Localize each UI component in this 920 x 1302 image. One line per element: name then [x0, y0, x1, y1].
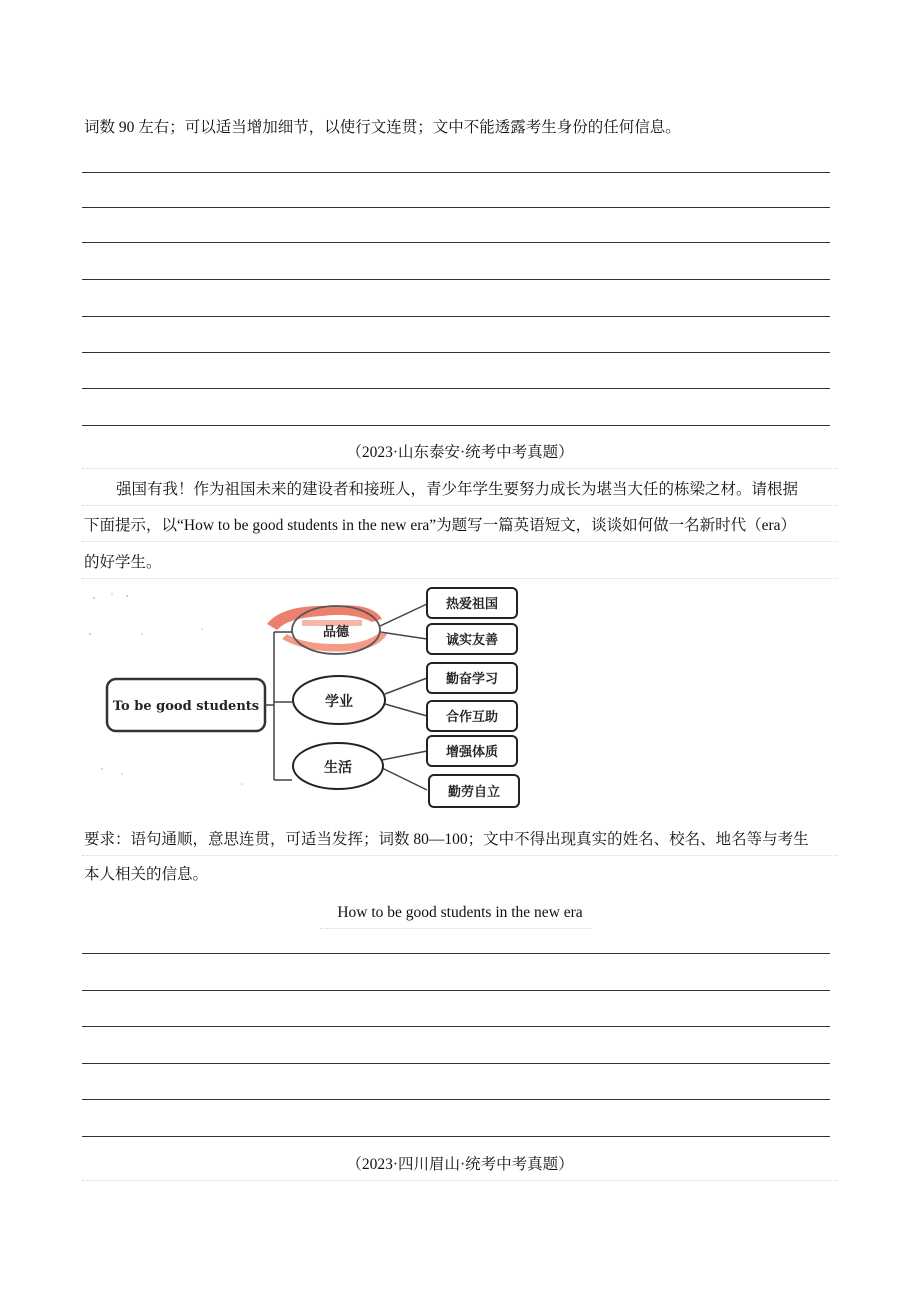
leaf-label: 勤劳自立: [447, 785, 501, 800]
dotted-separator: [82, 578, 838, 579]
answer-line[interactable]: [82, 1099, 830, 1100]
answer-line[interactable]: [82, 172, 830, 173]
answer-line[interactable]: [82, 1026, 830, 1027]
dotted-separator: [82, 468, 838, 469]
branch-label: 生活: [324, 760, 352, 776]
prompt-line-2: 下面提示，以“How to be good students in the new era”为题写一篇英语短文，谈谈如何做一名新时代（era）: [84, 517, 797, 534]
prompt-line-3: 的好学生。: [84, 554, 162, 571]
prompt-line-1: 强国有我！作为祖国未来的建设者和接班人，青少年学生要努力成长为堪当大任的栋梁之材。请根据: [116, 481, 799, 498]
branch-label: 品德: [322, 625, 350, 640]
root-node-label: To be good students: [112, 699, 260, 714]
dotted-separator: [82, 505, 838, 506]
answer-line[interactable]: [82, 207, 830, 208]
leaf-label: 合作互助: [445, 710, 499, 725]
dotted-separator: [82, 541, 838, 542]
requirement-top: 词数 90 左右；可以适当增加细节，以使行文连贯；文中不能透露考生身份的任何信息。: [84, 119, 681, 136]
leaf-label: 热爱祖国: [445, 597, 499, 612]
answer-line[interactable]: [82, 1063, 830, 1064]
branch-label: 学业: [325, 694, 353, 710]
answer-line[interactable]: [82, 388, 830, 389]
answer-line[interactable]: [82, 425, 830, 426]
leaf-label: 增强体质: [445, 745, 499, 760]
source-citation-2: （2023·四川眉山·统考中考真题）: [346, 1156, 574, 1173]
leaf-label: 勤奋学习: [445, 672, 499, 687]
source-citation-1: （2023·山东泰安·统考中考真题）: [346, 444, 574, 461]
dotted-separator: [320, 928, 592, 929]
leaf-label: 诚实友善: [445, 633, 499, 648]
answer-line[interactable]: [82, 242, 830, 243]
mind-map-diagram: [82, 584, 542, 814]
answer-line[interactable]: [82, 279, 830, 280]
answer-line[interactable]: [82, 953, 830, 954]
answer-line[interactable]: [82, 316, 830, 317]
dotted-separator: [82, 855, 838, 856]
answer-line[interactable]: [82, 1136, 830, 1137]
essay-title: How to be good students in the new era: [337, 904, 583, 921]
requirement-line-1: 要求：语句通顺，意思连贯，可适当发挥；词数 80—100；文中不得出现真实的姓名、校名、地名等与考生: [84, 831, 809, 848]
dotted-separator: [82, 1180, 838, 1181]
answer-line[interactable]: [82, 352, 830, 353]
answer-line[interactable]: [82, 990, 830, 991]
requirement-line-2: 本人相关的信息。: [84, 866, 209, 883]
